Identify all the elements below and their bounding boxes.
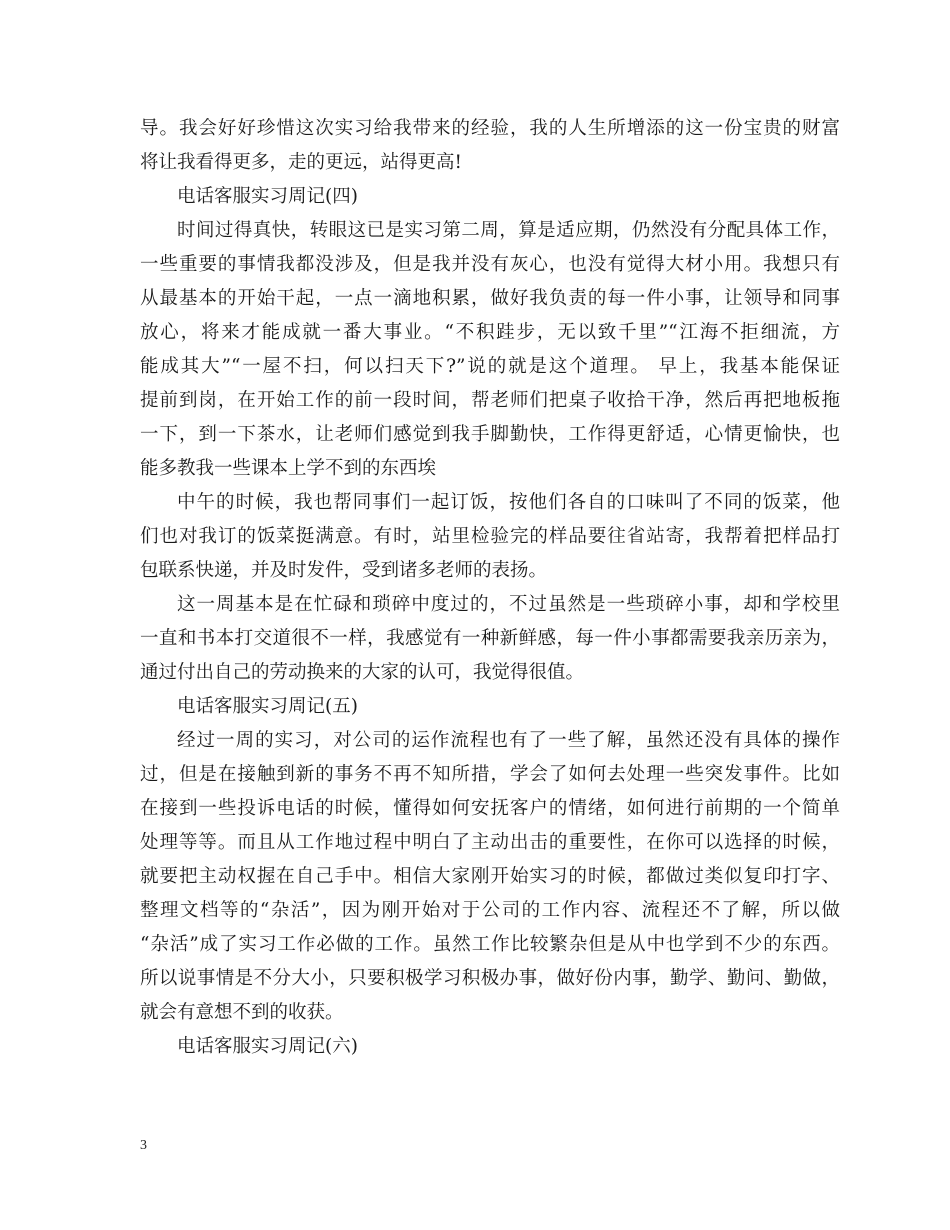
section-heading: 电话客服实习周记(四) [177,186,358,207]
text-line: 从最基本的开始干起，一点一滴地积累，做好我负责的每一件小事，让领导和同事 [140,288,840,309]
text-line: 能成其大”“一屋不扫，何以扫天下?”说的就是这个道理。 早上，我基本能保证 [140,356,840,377]
text-line: 这一周基本是在忙碌和琐碎中度过的，不过虽然是一些琐碎小事，却和学校里 [177,594,840,615]
text-line: “杂活”成了实习工作必做的工作。虽然工作比较繁杂但是从中也学到不少的东西。 [140,934,840,955]
text-line: 放心，将来才能成就一番大事业。“不积跬步，无以致千里”“江海不拒细流，方 [140,322,840,343]
text-line: 将让我看得更多，走的更远，站得更高! [140,152,462,173]
text-line: 所以说事情是不分大小，只要积极学习积极办事，做好份内事，勤学、勤问、勤做， [140,968,840,989]
text-line: 能多教我一些课本上学不到的东西埃 [140,458,437,479]
text-line: 通过付出自己的劳动换来的大家的认可，我觉得很值。 [140,662,585,683]
section-heading: 电话客服实习周记(五) [177,696,358,717]
text-line: 处理等等。而且从工作地过程中明白了主动出击的重要性，在你可以选择的时候， [140,832,840,853]
text-line: 导。我会好好珍惜这次实习给我带来的经验，我的人生所增添的这一份宝贵的财富 [140,118,840,139]
text-line: 整理文档等的“杂活”，因为刚开始对于公司的工作内容、流程还不了解，所以做 [140,900,840,921]
text-line: 提前到岗，在开始工作的前一段时间，帮老师们把桌子收拾干净，然后再把地板拖 [140,390,840,411]
text-line: 就会有意想不到的收获。 [140,1002,344,1023]
text-line: 经过一周的实习，对公司的运作流程也有了一些了解，虽然还没有具体的操作 [177,730,840,751]
text-line: 一些重要的事情我都没涉及，但是我并没有灰心，也没有觉得大材小用。我想只有 [140,254,840,275]
text-line: 过，但是在接触到新的事务不再不知所措，学会了如何去处理一些突发事件。比如 [140,764,840,785]
text-line: 一下，到一下茶水，让老师们感觉到我手脚勤快，工作得更舒适，心情更愉快，也 [140,424,840,445]
section-heading: 电话客服实习周记(六) [177,1036,358,1057]
text-line: 们也对我订的饭菜挺满意。有时，站里检验完的样品要往省站寄，我帮着把样品打 [140,526,840,547]
text-line: 中午的时候，我也帮同事们一起订饭，按他们各自的口味叫了不同的饭菜，他 [177,492,840,513]
text-line: 一直和书本打交道很不一样，我感觉有一种新鲜感，每一件小事都需要我亲历亲为， [140,628,840,649]
text-line: 包联系快递，并及时发件，受到诸多老师的表扬。 [140,560,548,581]
text-line: 时间过得真快，转眼这已是实习第二周，算是适应期，仍然没有分配具体工作， [177,220,840,241]
text-line: 就要把主动权握在自己手中。相信大家刚开始实习的时候，都做过类似复印打字、 [140,866,840,887]
text-line: 在接到一些投诉电话的时候，懂得如何安抚客户的情绪，如何进行前期的一个简单 [140,798,840,819]
page-number: 3 [140,1138,147,1153]
